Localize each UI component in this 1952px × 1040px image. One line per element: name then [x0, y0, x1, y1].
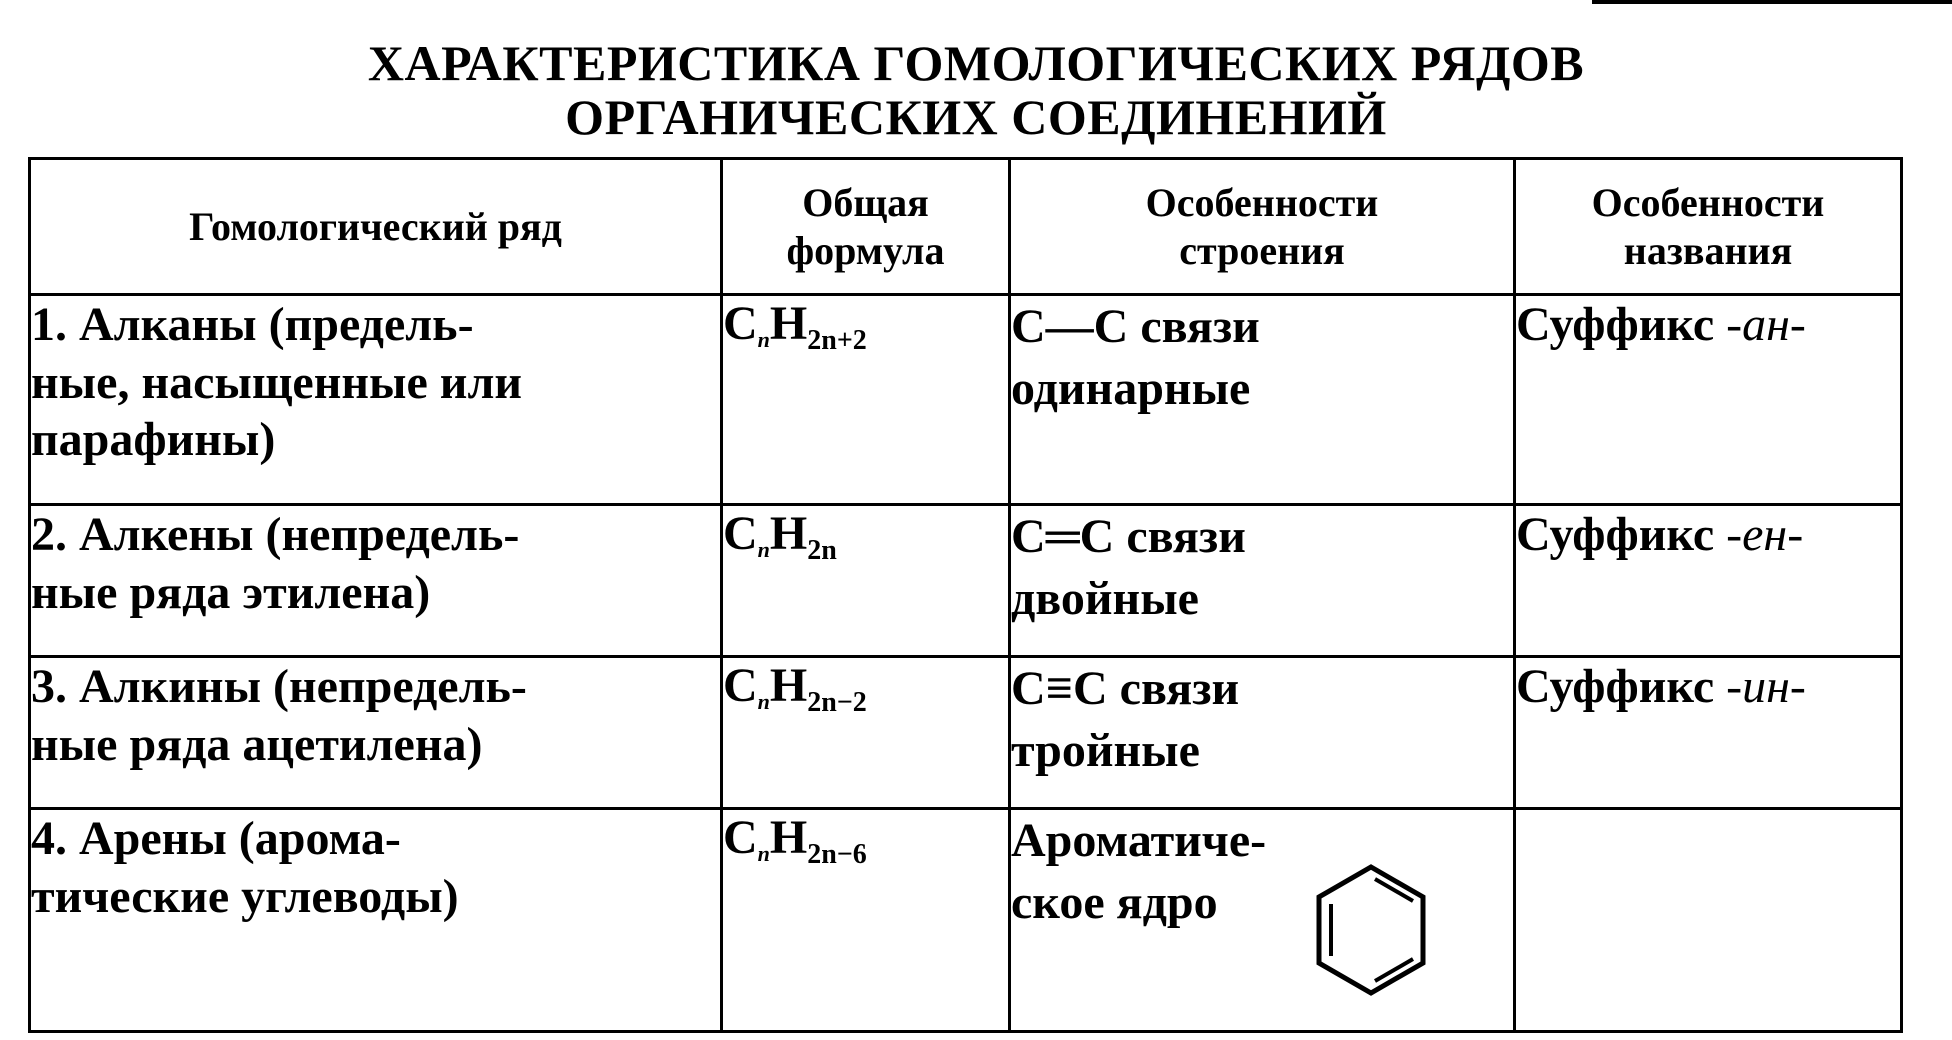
- naming-empty-cell: [1515, 809, 1902, 1032]
- header-series: Гомологический ряд: [30, 159, 722, 295]
- homologous-series-table: [28, 157, 1903, 1033]
- naming-suffix: Суффикс -ан-: [1515, 295, 1902, 505]
- structure-feature: C≡C связи тройные: [1010, 657, 1515, 809]
- general-formula: CnH$_{2n-6}$: [722, 809, 1010, 1032]
- benzene-ring-icon: [1311, 862, 1431, 998]
- top-edge-rule: [1592, 0, 1952, 4]
- header-structure: Особенности строения: [1010, 159, 1515, 295]
- header-naming: Особенности названия: [1515, 159, 1902, 295]
- series-name: 2. Алкены (непредель- ные ряда этилена): [30, 505, 722, 657]
- table-row-arenes: [30, 809, 1902, 1032]
- page-title-line-2: ОРГАНИЧЕСКИХ СОЕДИНЕНИЙ: [565, 89, 1387, 145]
- series-name: 1. Алканы (предель- ные, насыщенные или парафины): [30, 295, 722, 505]
- table-row-alkanes: [30, 295, 1902, 505]
- naming-suffix: Суффикс -ен-: [1515, 505, 1902, 657]
- header-formula: Общая формула: [722, 159, 1010, 295]
- table-row-alkenes: [30, 505, 1902, 657]
- structure-feature: C—C связи одинарные: [1010, 295, 1515, 505]
- structure-feature: Ароматиче- ское ядро: [1010, 809, 1515, 1032]
- general-formula: CnH$_{2n}$: [722, 505, 1010, 657]
- table-row-alkynes: [30, 657, 1902, 809]
- table-header-row: [30, 159, 1902, 295]
- page-title-line-1: ХАРАКТЕРИСТИКА ГОМОЛОГИЧЕСКИХ РЯДОВ: [367, 35, 1585, 91]
- naming-suffix: Суффикс -ин-: [1515, 657, 1902, 809]
- series-name: 3. Алкины (непредель- ные ряда ацетилена): [30, 657, 722, 809]
- structure-feature: C═C связи двойные: [1010, 505, 1515, 657]
- general-formula: CnH$_{2n+2}$: [722, 295, 1010, 505]
- series-name: 4. Арены (арома- тические углеводы): [30, 809, 722, 1032]
- general-formula: CnH$_{2n-2}$: [722, 657, 1010, 809]
